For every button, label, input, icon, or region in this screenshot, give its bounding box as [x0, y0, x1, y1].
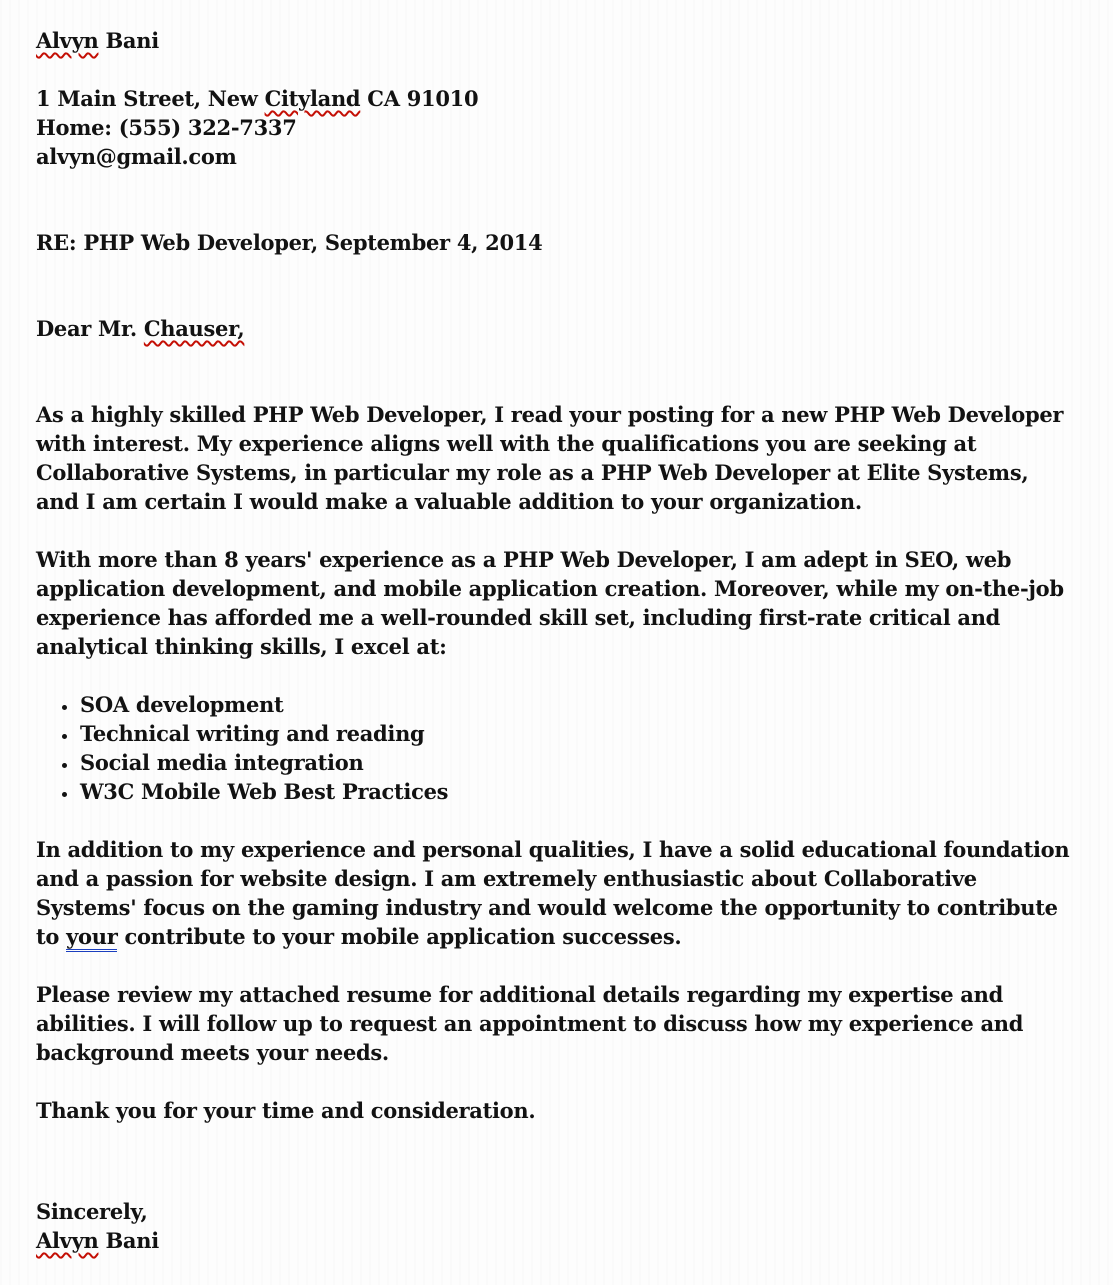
skills-list: [36, 690, 1077, 806]
email-line: alvyn@gmail.com: [36, 144, 237, 169]
body-paragraph-3: [36, 835, 1077, 951]
thanks-line: Thank you for your time and consideration.: [36, 1098, 536, 1123]
valediction-line: Sincerely,: [36, 1199, 148, 1224]
misspelled-word: Alvyn: [36, 28, 99, 53]
misspelled-word: Alvyn: [36, 1228, 99, 1253]
paragraph-3-post: contribute to your mobile application successes.: [117, 924, 682, 949]
salutation-pre: Dear Mr.: [36, 316, 144, 341]
phone-line: Home: (555) 322-7337: [36, 115, 297, 140]
closing-block: [36, 1197, 1077, 1255]
signature-line: [36, 1226, 1077, 1255]
address-line: [36, 84, 1077, 113]
skill-item: • Social media integration: [78, 748, 1077, 777]
skill-item: • W3C Mobile Web Best Practices: [78, 777, 1077, 806]
paragraph-3-pre: In addition to my experience and personal qualities, I have a solid educational foundation and a passion for website design. I am extremely enthusiastic about Collaborative Systems' focus on the gaming industry and would welcome the opportunity to contribute to: [36, 837, 1070, 949]
body-paragraph-2: With more than 8 years' experience as a PHP Web Developer, I am adept in SEO, web application development, and mobile application creation. Moreover, while my on-the-job experience has afforded me a well-rounded skill set, including first-rate critical and analytical thinking skills, I excel at:: [36, 547, 1064, 659]
grammar-flagged-word: your: [66, 924, 117, 952]
salutation-line: [36, 314, 1077, 343]
sender-name-line: [36, 26, 1077, 55]
body-paragraph-1: As a highly skilled PHP Web Developer, I read your posting for a new PHP Web Developer with interest. My experience aligns well with the qualifications you are seeking at Collaborative Systems, in particular my role as a PHP Web Developer at Elite Systems, and I am certain I would make a valuable addition to your organization.: [36, 402, 1064, 514]
contact-block: [36, 84, 1077, 171]
sender-name-rest: Bani: [98, 28, 159, 53]
skill-item: • Technical writing and reading: [78, 719, 1077, 748]
body-paragraph-4: Please review my attached resume for additional details regarding my expertise and abilities. I will follow up to request an appointment to discuss how my experience and background meets your needs.: [36, 982, 1024, 1065]
skill-item: • SOA development: [78, 690, 1077, 719]
signature-rest: Bani: [98, 1228, 159, 1253]
misspelled-word: Cityland: [264, 86, 361, 111]
address-pre: 1 Main Street, New: [36, 86, 265, 111]
address-post: CA 91010: [360, 86, 479, 111]
misspelled-word: Chauser,: [143, 316, 245, 341]
subject-line: RE: PHP Web Developer, September 4, 2014: [36, 230, 543, 255]
